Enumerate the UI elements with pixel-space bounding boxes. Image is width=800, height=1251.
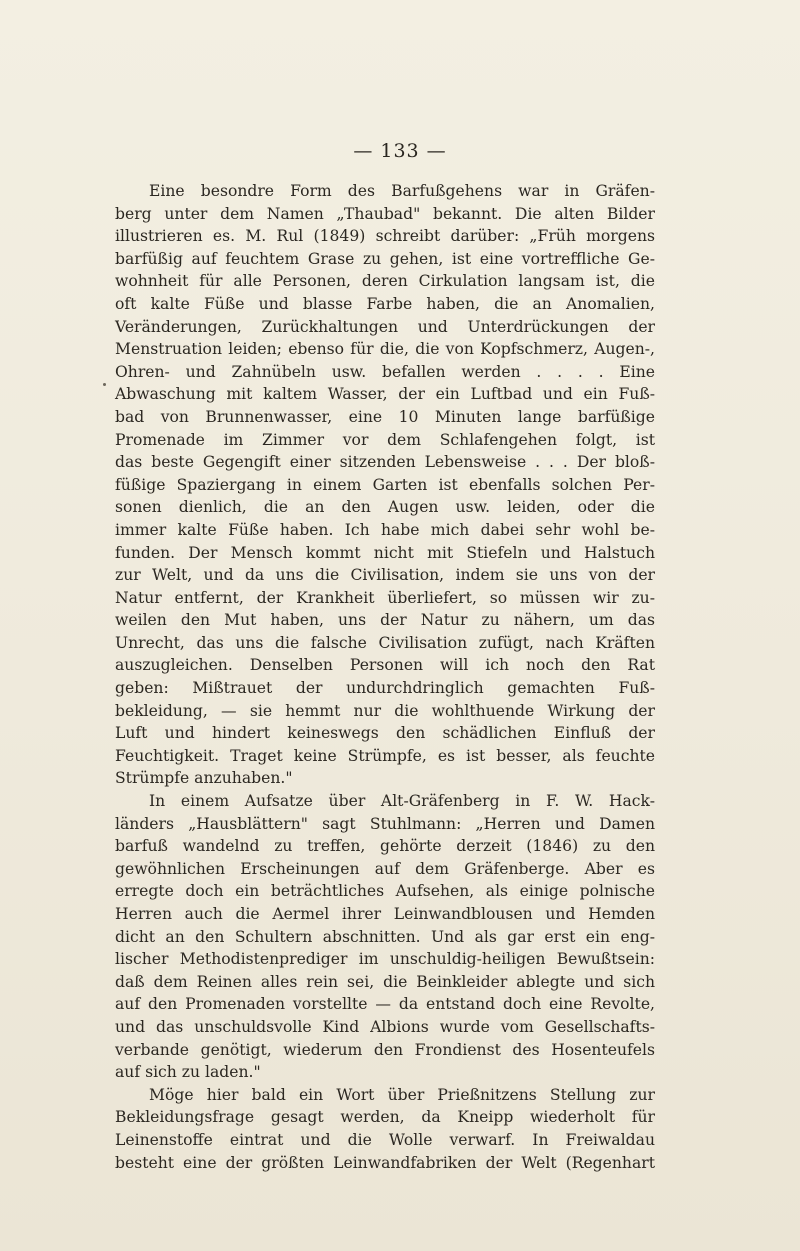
text-line: gewöhnlichen Erscheinungen auf dem Gräfenberge. Aber es [115,859,655,878]
ink-speck [103,383,106,386]
text-line: sonen dienlich, die an den Augen usw. leiden, oder die [115,498,655,517]
text-line: bad von Brunnenwasser, eine 10 Minuten lange barfüßige [115,407,655,426]
text-line: illustrieren es. M. Rul (1849) schreibt darüber: „Früh morgens [115,227,655,246]
text-line: weilen den Mut haben, uns der Natur zu nähern, um das [115,611,655,630]
text-line: Bekleidungsfrage gesagt werden, da Kneipp wiederholt für [115,1108,655,1127]
text-line: dicht an den Schultern abschnitten. Und als gar erst ein eng- [115,927,655,946]
text-line: Menstruation leiden; ebenso für die, die von Kopfschmerz, Augen-, [115,340,655,359]
text-line: daß dem Reinen alles rein sei, die Beinkleider ablegte und sich [115,972,655,991]
text-line: bekleidung, — sie hemmt nur die wohlthuende Wirkung der [115,701,655,720]
text-line: Herren auch die Aermel ihrer Leinwandblousen und Hemden [115,905,655,923]
body-text [115,180,655,1174]
text-line: Feuchtigkeit. Traget keine Strümpfe, es ist besser, als feuchte [115,746,655,765]
text-line: Strümpfe anzuhaben." [115,769,293,788]
text-line: Unrecht, das uns die falsche Civilisation zufügt, nach Kräften [115,633,655,652]
text-line: berg unter dem Namen „Thaubad" bekannt. Die alten Bilder [115,204,655,223]
text-line: Natur entfernt, der Krankheit überliefert, so müssen wir zu- [115,588,655,607]
text-line: oft kalte Füße und blasse Farbe haben, die an Anomalien, [115,294,655,313]
text-line: barfuß wandelnd zu treffen, gehörte derzeit (1846) zu den [115,837,655,856]
text-line: lischer Methodistenprediger im unschuldig-heiligen Bewußtsein: [115,950,655,969]
text-line: verbande genötigt, wiederum den Frondienst des Hosenteufels [115,1040,655,1059]
text-line: auszugleichen. Denselben Personen will ich noch den Rat [115,656,655,675]
text-line: besteht eine der größten Leinwandfabriken der Welt (Regenhart [115,1153,655,1172]
page-number: — 133 — [353,140,447,162]
text-line: Luft und hindert keineswegs den schädlichen Einfluß der [115,724,655,743]
text-line: das beste Gegengift einer sitzenden Lebensweise . . . Der bloß- [115,453,655,472]
text-line: Veränderungen, Zurückhaltungen und Unterdrückungen der [115,317,655,336]
text-line: Promenade im Zimmer vor dem Schlafengehen folgt, ist [115,430,655,449]
text-line: Eine besondre Form des Barfußgehens war in Gräfen- [149,182,655,200]
text-line: In einem Aufsatze über Alt-Gräfenberg in F. W. Hack- [149,792,655,811]
text-line: erregte doch ein beträchtliches Aufsehen, als einige polnische [115,882,655,901]
text-line: wohnheit für alle Personen, deren Cirkulation langsam ist, die [115,272,655,291]
text-line: füßige Spaziergang in einem Garten ist ebenfalls solchen Per- [115,475,655,494]
text-line: geben: Mißtrauet der undurchdringlich gemachten Fuß- [115,679,655,698]
text-line: auf den Promenaden vorstellte — da entstand doch eine Revolte, [115,995,655,1014]
text-line: Möge hier bald ein Wort über Prießnitzens Stellung zur [149,1085,655,1104]
text-line: länders „Hausblättern" sagt Stuhlmann: „Herren und Damen [115,814,655,833]
text-line: barfüßig auf feuchtem Grase zu gehen, ist eine vortreffliche Ge- [115,249,655,268]
text-line: auf sich zu laden." [115,1063,261,1082]
text-line: und das unschuldsvolle Kind Albions wurde vom Gesellschafts- [115,1017,655,1036]
text-line: Abwaschung mit kaltem Wasser, der ein Luftbad und ein Fuß- [115,385,655,404]
text-line: funden. Der Mensch kommt nicht mit Stiefeln und Halstuch [115,543,655,562]
text-line: Leinenstoffe eintrat und die Wolle verwarf. In Freiwaldau [115,1130,655,1149]
text-line: immer kalte Füße haben. Ich habe mich dabei sehr wohl be- [115,520,655,539]
text-line: zur Welt, und da uns die Civilisation, indem sie uns von der [115,566,655,585]
text-line: Ohren- und Zahnübeln usw. befallen werden . . . . Eine [115,362,655,381]
